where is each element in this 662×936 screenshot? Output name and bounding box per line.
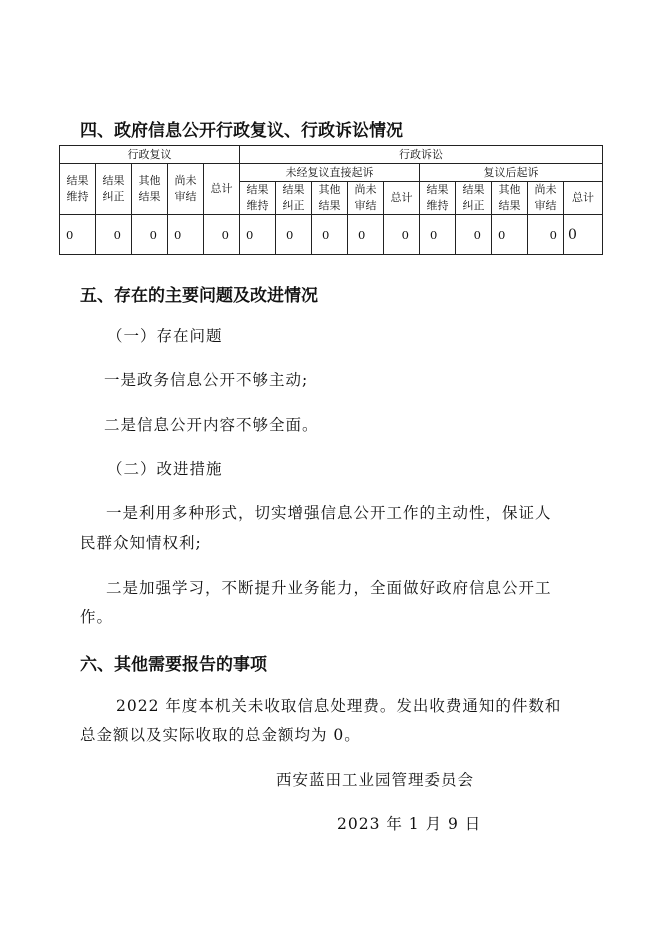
cell-value: 0 [60,215,96,255]
paragraph-measure-1-line1: 一是利用多种形式，切实增强信息公开工作的主动性，保证人 [106,504,552,522]
cell-value: 0 [420,215,456,255]
header-after-review-suit: 复议后起诉 [420,164,603,182]
cell-value: 0 [564,215,603,255]
header-admin-review: 行政复议 [60,146,240,164]
col-result-maintain: 结果 维持 [240,182,276,215]
review-litigation-table [59,145,603,255]
col-total: 总计 [384,182,420,215]
col-pending: 尚未 审结 [348,182,384,215]
col-result-maintain: 结果 维持 [60,164,96,215]
cell-value: 0 [204,215,240,255]
paragraph-problem-2: 二是信息公开内容不够全面。 [104,416,319,434]
cell-value: 0 [528,215,564,255]
cell-value: 0 [96,215,132,255]
cell-value: 0 [312,215,348,255]
col-other-result: 其他 结果 [132,164,168,215]
col-pending: 尚未 审结 [168,164,204,215]
paragraph-problem-1: 一是政务信息公开不够主动; [104,371,309,389]
header-direct-suit: 未经复议直接起诉 [240,164,420,182]
col-result-correct: 结果 纠正 [96,164,132,215]
paragraph-fees-line2: 总金额以及实际收取的总金额均为 0。 [80,726,361,744]
section4-title: 四、政府信息公开行政复议、行政诉讼情况 [80,121,403,141]
cell-value: 0 [168,215,204,255]
col-other-result: 其他 结果 [312,182,348,215]
subheading-problems: （一）存在问题 [107,327,223,345]
paragraph-measure-2-line2: 作。 [80,608,114,626]
cell-value: 0 [240,215,276,255]
subheading-measures: （二）改进措施 [107,460,223,478]
cell-value: 0 [492,215,528,255]
col-result-maintain: 结果 维持 [420,182,456,215]
paragraph-measure-2-line1: 二是加强学习，不断提升业务能力，全面做好政府信息公开工 [106,579,552,597]
cell-value: 0 [276,215,312,255]
col-pending: 尚未 审结 [528,182,564,215]
paragraph-measure-1-line2: 民群众知情权利; [80,534,202,552]
cell-value: 0 [384,215,420,255]
paragraph-fees-line1: 2022 年度本机关未收取信息处理费。发出收费通知的件数和 [116,697,562,715]
signature-organization: 西安蓝田工业园管理委员会 [276,771,475,789]
col-total: 总计 [564,182,603,215]
col-other-result: 其他 结果 [492,182,528,215]
table-row [60,215,603,255]
section6-title: 六、其他需要报告的事项 [80,655,267,675]
cell-value: 0 [132,215,168,255]
section5-title: 五、存在的主要问题及改进情况 [80,286,318,306]
col-total: 总计 [204,164,240,215]
signature-date: 2023 年 1 月 9 日 [337,815,482,833]
cell-value: 0 [456,215,492,255]
col-result-correct: 结果 纠正 [276,182,312,215]
header-admin-litigation: 行政诉讼 [240,146,603,164]
cell-value: 0 [348,215,384,255]
col-result-correct: 结果 纠正 [456,182,492,215]
